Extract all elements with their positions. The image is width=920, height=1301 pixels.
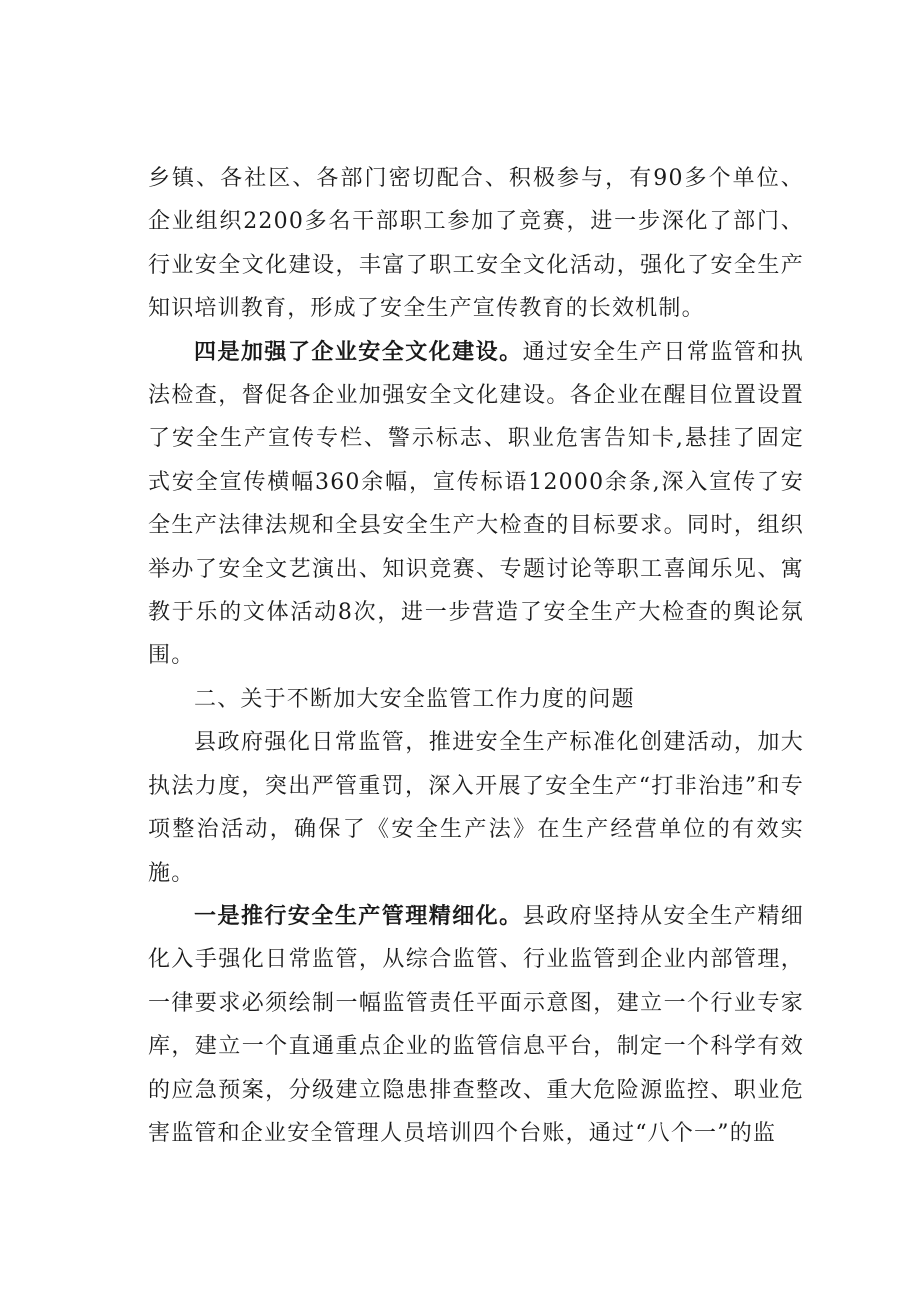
paragraph-1 bbox=[148, 157, 804, 331]
paragraph-4 bbox=[148, 895, 804, 1155]
paragraph-1-text: 乡镇、各社区、各部门密切配合、积极参与，有90多个单位、企业组织2200多名干部职工参加了竞赛，进一步深化了部门、行业安全文化建设，丰富了职工安全文化活动，强化了安全生产知识培训教育，形成了安全生产宣传教育的长效机制。 bbox=[148, 166, 804, 322]
paragraph-3 bbox=[148, 721, 804, 895]
section-heading: 二、关于不断加大安全监管工作力度的问题 bbox=[194, 686, 635, 712]
paragraph-2-text: 通过安全生产日常监管和执法检查，督促各企业加强安全文化建设。各企业在醒目位置设置了安全生产宣传专栏、警示标志、职业危害告知卡,悬挂了固定式安全宣传横幅360余幅，宣传标语12000余条,深入宣传了安全生产法律法规和全县安全生产大检查的目标要求。同时，组织举办了安全文艺演出、知识竞赛、专题讨论等职工喜闻乐见、寓教于乐的文体活动8次，进一步营造了安全生产大检查的舆论氛围。 bbox=[148, 339, 804, 669]
paragraph-3-text: 县政府强化日常监管，推进安全生产标准化创建活动，加大执法力度，突出严管重罚，深入开展了安全生产“打非治违”和专项整治活动，确保了《安全生产法》在生产经营单位的有效实施。 bbox=[148, 730, 804, 886]
paragraph-2 bbox=[148, 331, 804, 678]
paragraph-4-text: 县政府坚持从安全生产精细化入手强化日常监管，从综合监管、行业监管到企业内部管理，一律要求必须绘制一幅监管责任平面示意图，建立一个行业专家库，建立一个直通重点企业的监管信息平台，制定一个科学有效的应急预案，分级建立隐患排查整改、重大危险源监控、职业危害监管和企业安全管理人员培训四个台账，通过“八个一”的监 bbox=[148, 903, 804, 1146]
paragraph-4-lead: 一是推行安全生产管理精细化。 bbox=[194, 903, 523, 929]
document-body bbox=[148, 157, 804, 1155]
paragraph-2-lead: 四是加强了企业安全文化建设。 bbox=[194, 339, 523, 365]
